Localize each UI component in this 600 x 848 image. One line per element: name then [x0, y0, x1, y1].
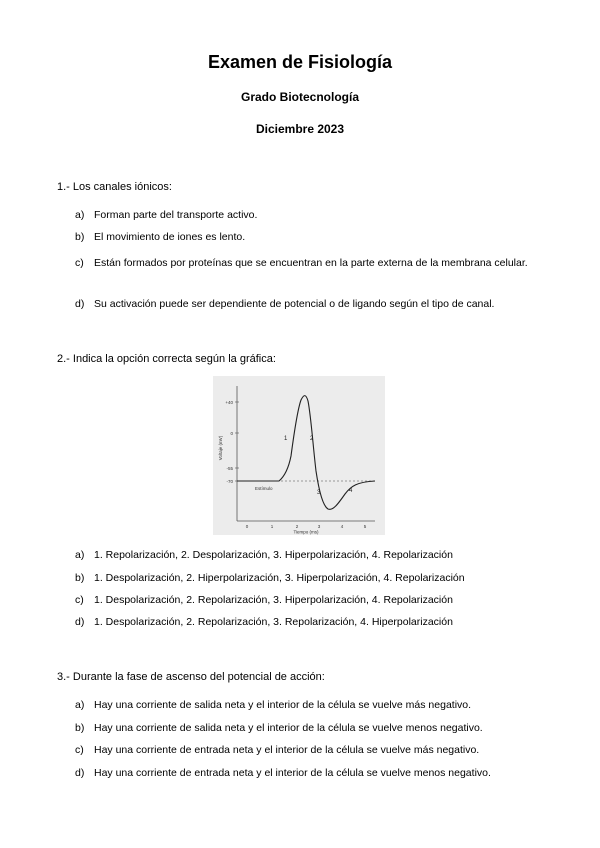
x-tick-label: 4	[340, 524, 344, 529]
option-text: 1. Repolarización, 2. Despolarización, 3. Hiperpolarización, 4. Repolarización	[94, 549, 453, 561]
y-tick-label: -55	[226, 466, 233, 471]
option-text: 1. Despolarización, 2. Hiperpolarización, 3. Hiperpolarización, 4. Repolarización	[94, 572, 465, 584]
degree-subtitle: Grado Biotecnología	[240, 90, 359, 104]
option-letter: b)	[75, 722, 85, 734]
question-2: 2.- Indica la opción correcta según la gráfica:	[57, 353, 276, 365]
x-tick-label: 5	[363, 524, 367, 529]
option-text: Su activación puede ser dependiente de potencial o de ligando según el tipo de canal.	[94, 298, 495, 310]
option-letter: b)	[75, 231, 85, 243]
option-letter: c)	[75, 257, 84, 269]
x-tick-label: 0	[245, 524, 249, 529]
option-text: El movimiento de iones es lento.	[94, 231, 246, 243]
x-tick-label: 2	[295, 524, 299, 529]
phase-label: 4	[349, 488, 353, 494]
action-potential-curve	[237, 396, 375, 510]
action-potential-figure	[213, 376, 385, 535]
action-potential-graph	[213, 376, 385, 535]
y-axis-label: Voltaje (mV)	[218, 435, 223, 461]
option-text: Hay una corriente de entrada neta y el interior de la célula se vuelve menos negativo.	[94, 767, 491, 779]
question-3: 3.- Durante la fase de ascenso del potencial de acción:	[57, 671, 325, 683]
x-tick-label: 3	[317, 524, 321, 529]
phase-label: 2	[310, 436, 314, 442]
y-tick-label: -70	[226, 479, 233, 484]
option-letter: a)	[75, 549, 85, 561]
option-text: Hay una corriente de salida neta y el interior de la célula se vuelve menos negativo.	[94, 722, 483, 734]
option-letter: a)	[75, 699, 85, 711]
option-letter: d)	[75, 298, 85, 310]
option-text: 1. Despolarización, 2. Repolarización, 3. Hiperpolarización, 4. Repolarización	[94, 594, 453, 606]
option-letter: b)	[75, 572, 85, 584]
option-letter: a)	[75, 209, 85, 221]
option-letter: d)	[75, 616, 85, 628]
page-title: Examen de Fisiología	[207, 52, 393, 72]
x-tick-label: 1	[270, 524, 274, 529]
option-letter: c)	[75, 594, 84, 606]
x-axis-label: Tiempo (ms)	[293, 529, 319, 535]
stimulus-label: Estímulo	[255, 486, 273, 491]
option-text: Hay una corriente de entrada neta y el interior de la célula se vuelve más negativo.	[94, 744, 480, 756]
option-letter: d)	[75, 767, 85, 779]
option-text: Están formados por proteínas que se encuentran en la parte externa de la membrana celular.	[94, 257, 528, 269]
option-text: 1. Despolarización, 2. Repolarización, 3. Repolarización, 4. Hiperpolarización	[94, 616, 453, 628]
option-text: Forman parte del transporte activo.	[94, 209, 258, 221]
y-tick-label: +40	[225, 400, 233, 405]
phase-label: 3	[317, 490, 321, 496]
date-subtitle: Diciembre 2023	[255, 122, 345, 136]
option-text: Hay una corriente de salida neta y el interior de la célula se vuelve más negativo.	[94, 699, 472, 711]
phase-label: 1	[284, 436, 288, 442]
question-1: 1.- Los canales iónicos:	[57, 181, 172, 193]
option-letter: c)	[75, 744, 84, 756]
y-tick-label: 0	[230, 431, 233, 436]
